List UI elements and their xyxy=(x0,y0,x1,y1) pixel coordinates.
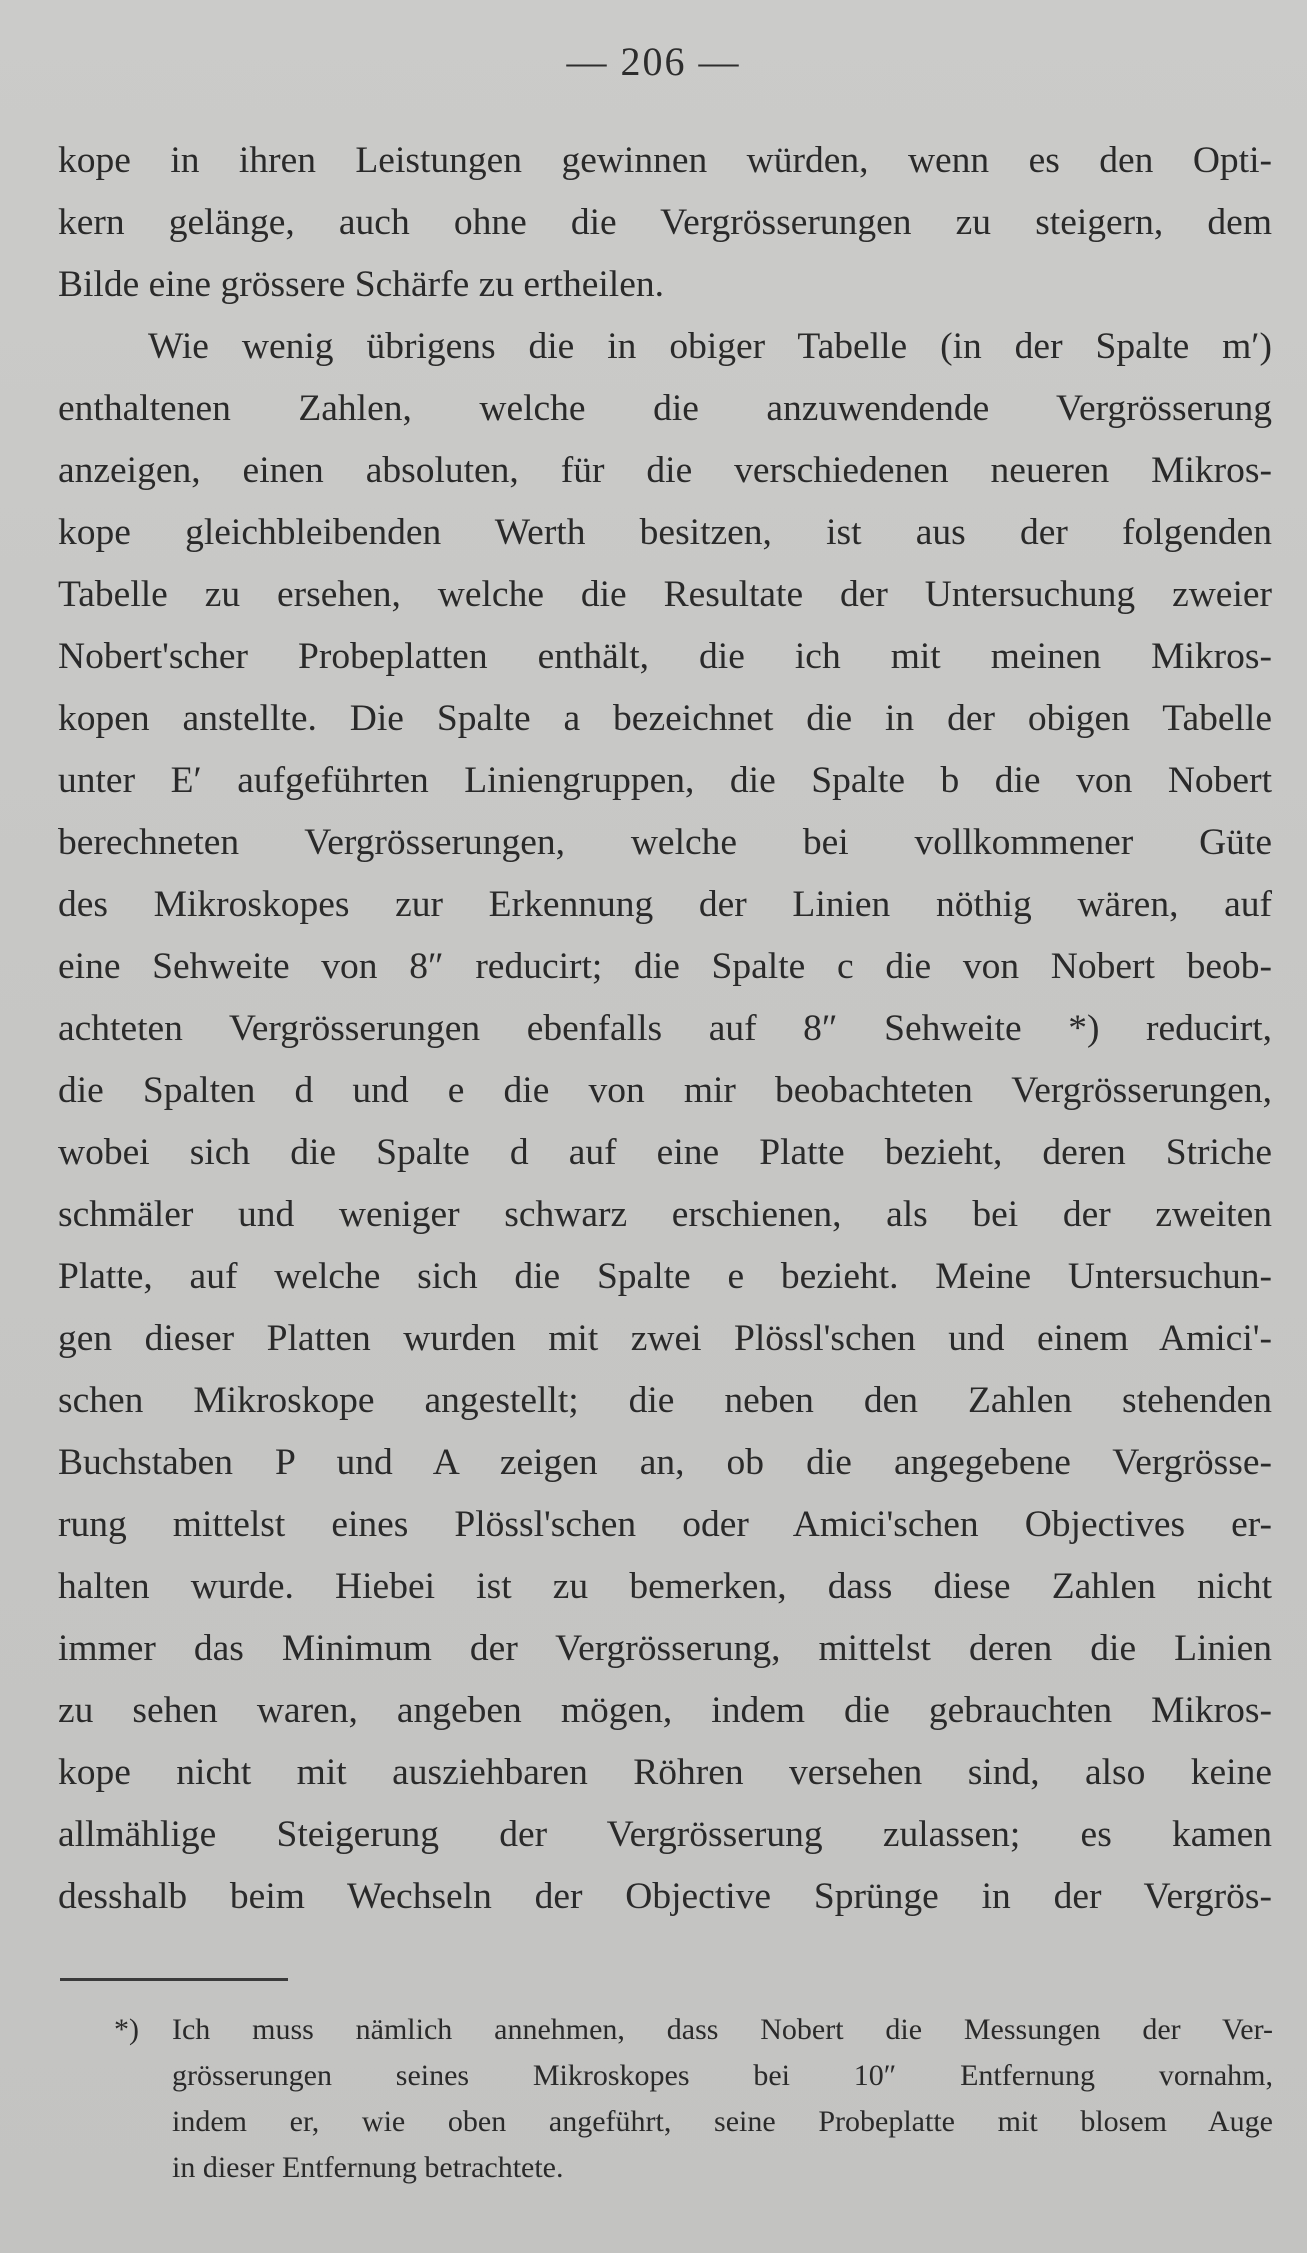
text-line: berechneten Vergrösserungen, welche bei vollkommener Güte xyxy=(58,822,1272,863)
text-line: unter E′ aufgeführten Liniengruppen, die Spalte b die von Nobert xyxy=(58,760,1272,801)
text-line: desshalb beim Wechseln der Objective Sprünge in der Vergrös- xyxy=(58,1876,1272,1917)
footnote-line: indem er, wie oben angeführt, seine Probeplatte mit blosem Auge xyxy=(172,2105,1273,2138)
text-line: Wie wenig übrigens die in obiger Tabelle (in der Spalte m′) xyxy=(148,326,1272,367)
footnote-marker: *) xyxy=(114,2013,139,2046)
text-line: kope gleichbleibenden Werth besitzen, ist aus der folgenden xyxy=(58,512,1272,553)
footnote-line: in dieser Entfernung betrachtete. xyxy=(172,2151,564,2184)
text-line: die Spalten d und e die von mir beobachteten Vergrösserungen, xyxy=(58,1070,1272,1111)
text-line: Platte, auf welche sich die Spalte e bezieht. Meine Untersuchun- xyxy=(58,1256,1272,1297)
footnote-line: Ich muss nämlich annehmen, dass Nobert die Messungen der Ver- xyxy=(172,2013,1273,2046)
page-number: — 206 — xyxy=(566,39,741,84)
text-line: Buchstaben P und A zeigen an, ob die angegebene Vergrösse- xyxy=(58,1442,1272,1483)
footnote-divider xyxy=(60,1978,288,1981)
text-line: schen Mikroskope angestellt; die neben den Zahlen stehenden xyxy=(58,1380,1272,1421)
text-line: wobei sich die Spalte d auf eine Platte bezieht, deren Striche xyxy=(58,1132,1272,1173)
text-line: immer das Minimum der Vergrösserung, mittelst deren die Linien xyxy=(58,1628,1272,1669)
text-line: halten wurde. Hiebei ist zu bemerken, dass diese Zahlen nicht xyxy=(58,1566,1272,1607)
footnote-line: grösserungen seines Mikroskopes bei 10″ Entfernung vornahm, xyxy=(172,2059,1273,2092)
text-line: des Mikroskopes zur Erkennung der Linien nöthig wären, auf xyxy=(58,884,1272,925)
text-line: kope in ihren Leistungen gewinnen würden, wenn es den Opti- xyxy=(58,140,1272,181)
text-line: Nobert'scher Probeplatten enthält, die ich mit meinen Mikros- xyxy=(58,636,1272,677)
text-line: kern gelänge, auch ohne die Vergrösserungen zu steigern, dem xyxy=(58,202,1272,243)
text-line: zu sehen waren, angeben mögen, indem die gebrauchten Mikros- xyxy=(58,1690,1272,1731)
text-line: enthaltenen Zahlen, welche die anzuwendende Vergrösserung xyxy=(58,388,1272,429)
text-line: Bilde eine grössere Schärfe zu ertheilen. xyxy=(58,264,664,305)
text-line: schmäler und weniger schwarz erschienen, als bei der zweiten xyxy=(58,1194,1272,1235)
text-line: Tabelle zu ersehen, welche die Resultate der Untersuchung zweier xyxy=(58,574,1272,615)
text-line: kopen anstellte. Die Spalte a bezeichnet die in der obigen Tabelle xyxy=(58,698,1272,739)
text-line: eine Sehweite von 8″ reducirt; die Spalte c die von Nobert beob- xyxy=(58,946,1272,987)
text-line: anzeigen, einen absoluten, für die verschiedenen neueren Mikros- xyxy=(58,450,1272,491)
text-line: allmählige Steigerung der Vergrösserung zulassen; es kamen xyxy=(58,1814,1272,1855)
text-line: gen dieser Platten wurden mit zwei Plössl'schen und einem Amici'- xyxy=(58,1318,1272,1359)
footnote xyxy=(114,2007,1273,2191)
text-line: rung mittelst eines Plössl'schen oder Amici'schen Objectives er- xyxy=(58,1504,1272,1545)
text-line: achteten Vergrösserungen ebenfalls auf 8″ Sehweite *) reducirt, xyxy=(58,1008,1272,1049)
text-line: kope nicht mit ausziehbaren Röhren versehen sind, also keine xyxy=(58,1752,1272,1793)
body-text xyxy=(58,130,1272,1928)
